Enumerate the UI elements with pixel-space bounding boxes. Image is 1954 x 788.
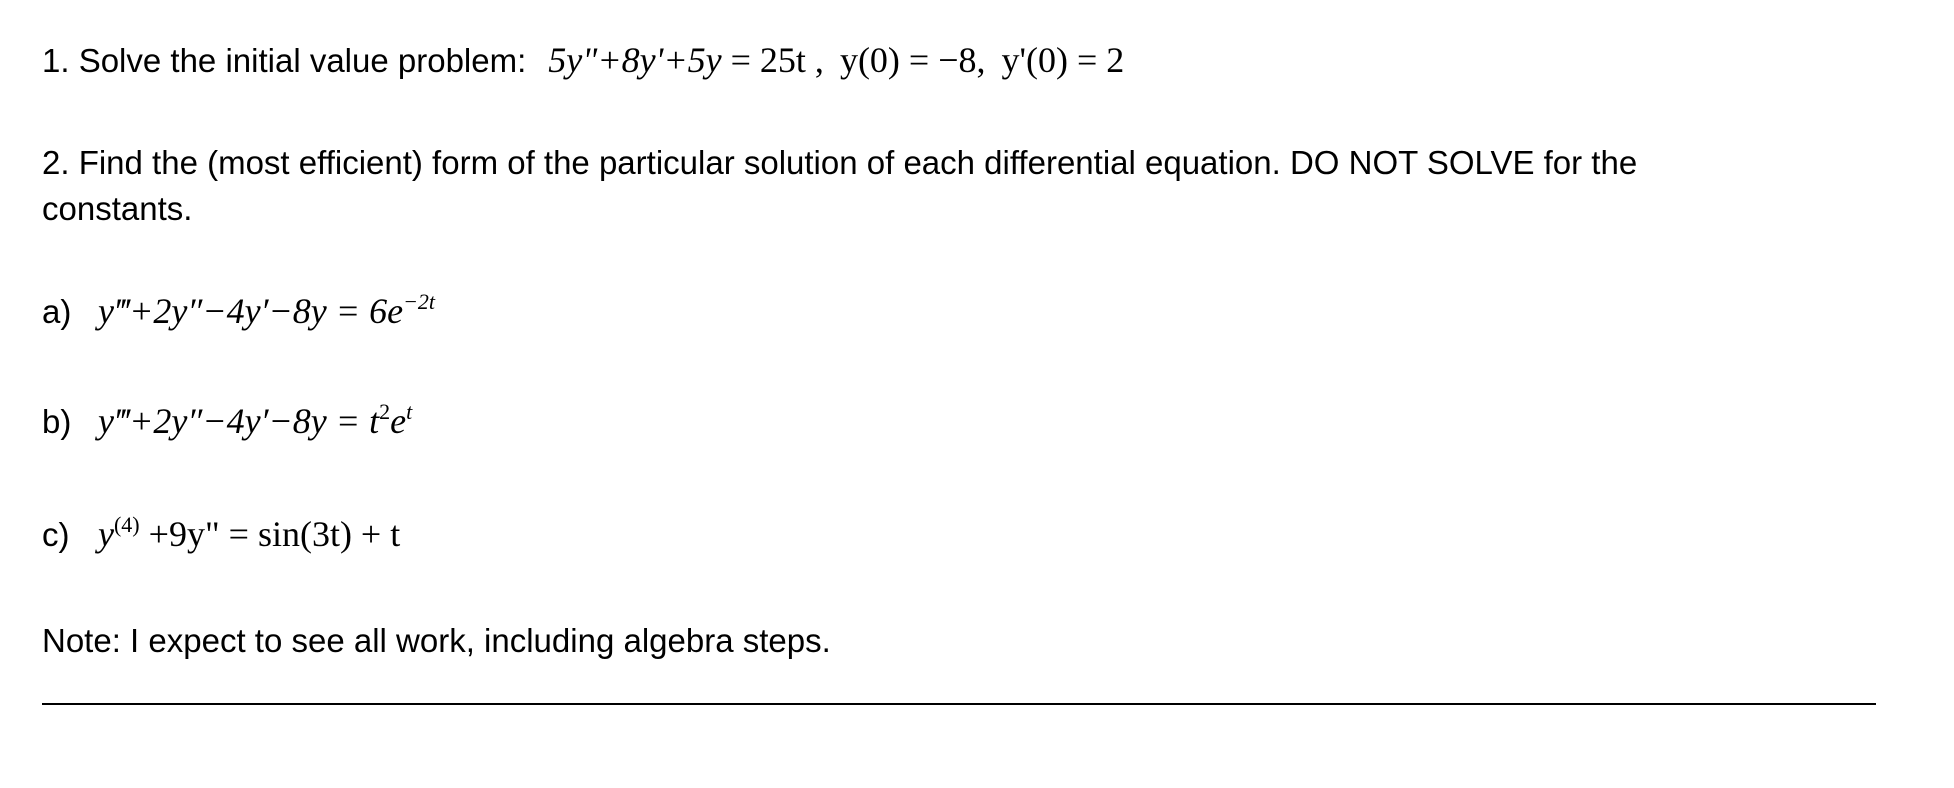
part-c-equation: $y^{(4)} +9y$" = sin(3t) + t [98,512,401,554]
problem-1-prefix: 1. Solve the initial value problem: [42,42,527,79]
answer-divider-line [42,703,1876,705]
problem-1 [42,38,1124,83]
part-c-label: c) [42,516,70,553]
problem-2-part-b [42,399,412,444]
part-a-equation: y‴+2y″−4y′−8y = $6e^{-2t}$ [98,289,436,331]
note-text: Note: I expect to see all work, including algebra steps. [42,622,831,659]
problem-2-instructions-line-1: 2. Find the (most efficient) form of the particular solution of each differential equation. DO NOT SOLVE for the [42,144,1638,181]
problem-2-part-a [42,289,435,334]
problem-2-instructions-line-2: constants. [42,190,193,227]
part-a-label: a) [42,293,72,330]
initial-condition-1: y(0) = −8, [839,40,986,80]
part-b-equation: y‴+2y″−4y′−8y = $t^2e^t$ [98,399,413,441]
problem-1-equation: 5y"+8y'+5y = 25t , [548,40,824,80]
initial-condition-2: y'(0) = 2 [1001,40,1125,80]
part-b-label: b) [42,403,72,440]
problem-2-part-c [42,512,400,557]
